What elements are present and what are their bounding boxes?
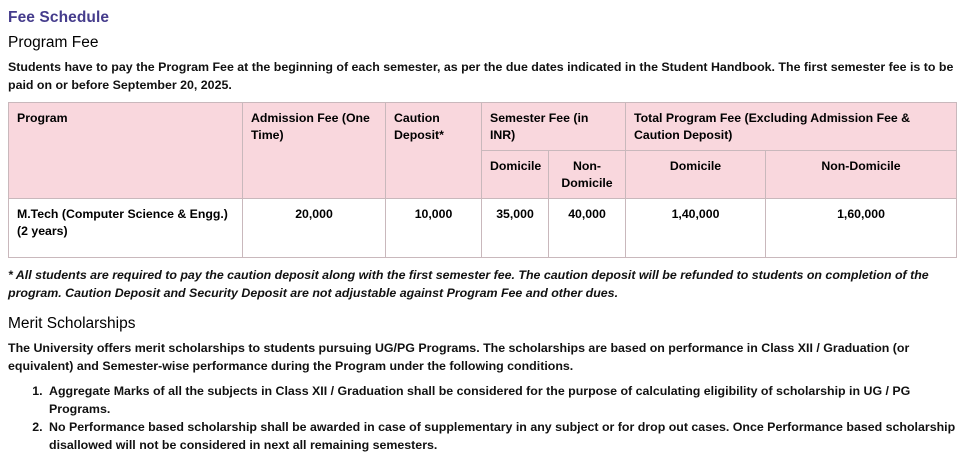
column-header-program: Program [9, 103, 243, 199]
merit-scholarships-intro-paragraph: The University offers merit scholarships to students pursuing UG/PG Programs. The scholarships are based on performance in Class XII / Graduation (or equivalent) and Semester-wise performance during the Program under the following conditions. [8, 341, 910, 373]
column-header-semester-fee: Semester Fee (in INR) [482, 103, 626, 151]
fee-table-head [9, 103, 957, 199]
cell-total-domicile: 1,40,000 [626, 199, 766, 258]
column-header-caution-deposit: Caution Deposit* [386, 103, 482, 199]
cell-admission-fee: 20,000 [243, 199, 386, 258]
program-fee-intro-paragraph: Students have to pay the Program Fee at the beginning of each semester, as per the due dates indicated in the Student Handbook. The first semester fee is to be paid on or before September 20, 2025. [8, 60, 954, 92]
column-header-semester-non-domicile: Non-Domicile [549, 151, 626, 199]
fee-table-body [9, 199, 957, 258]
table-row [9, 199, 957, 258]
merit-scholarships-heading: Merit Scholarships [8, 315, 136, 332]
list-item: 1. Aggregate Marks of all the subjects in Class XII / Graduation shall be considered for the purpose of calculating eligibility of scholarship in UG / PG Programs. [46, 383, 956, 418]
cell-program: M.Tech (Computer Science & Engg.) (2 years) [9, 199, 243, 258]
column-header-admission-fee: Admission Fee (One Time) [243, 103, 386, 199]
column-header-total-program-fee: Total Program Fee (Excluding Admission Fee & Caution Deposit) [626, 103, 957, 151]
column-header-semester-domicile: Domicile [482, 151, 549, 199]
fee-table-header-row-1 [9, 103, 957, 151]
cell-total-non-domicile: 1,60,000 [766, 199, 957, 258]
fee-schedule-table [8, 102, 957, 258]
column-header-total-domicile: Domicile [626, 151, 766, 199]
column-header-total-non-domicile: Non-Domicile [766, 151, 957, 199]
scholarship-conditions-list [8, 383, 956, 454]
cell-caution-deposit: 10,000 [386, 199, 482, 258]
program-fee-heading: Program Fee [8, 34, 99, 51]
caution-deposit-footnote: * All students are required to pay the caution deposit along with the first semester fee. The caution deposit will be refunded to students on completion of the program. Caution Deposit and Security Deposit are not adjustable against Program Fee and other dues. [8, 268, 929, 300]
cell-semester-domicile: 35,000 [482, 199, 549, 258]
cell-semester-non-domicile: 40,000 [549, 199, 626, 258]
list-item: 2. No Performance based scholarship shall be awarded in case of supplementary in any subject or for drop out cases. Once Performance based scholarship disallowed will not be considered in next all remaining semesters. [46, 419, 956, 454]
page-title: Fee Schedule [8, 9, 110, 26]
